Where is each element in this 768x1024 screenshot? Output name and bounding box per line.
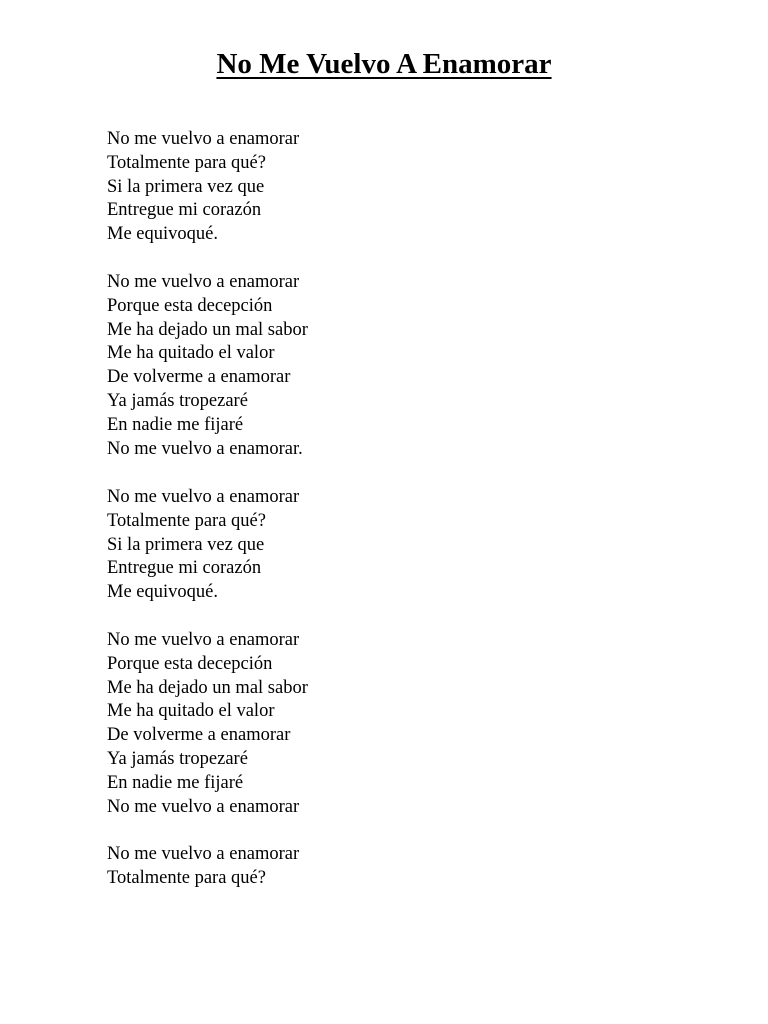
lyric-line: En nadie me fijaré	[107, 414, 244, 435]
lyric-line: Ya jamás tropezaré	[107, 390, 248, 411]
lyric-line: Ya jamás tropezaré	[107, 748, 248, 769]
lyric-line: No me vuelvo a enamorar	[107, 487, 300, 507]
lyric-line: Me ha dejado un mal sabor	[107, 677, 308, 698]
lyric-line: Totalmente para qué?	[107, 152, 266, 173]
stanza-2	[107, 271, 308, 461]
lyric-line: No me vuelvo a enamorar	[107, 129, 300, 149]
page-title	[0, 46, 768, 82]
lyric-line: De volverme a enamorar	[107, 725, 291, 746]
page-title-text: No Me Vuelvo A Enamorar	[216, 48, 552, 80]
lyric-line: Entregue mi corazón	[107, 558, 262, 579]
lyric-line: Porque esta decepción	[107, 295, 273, 316]
lyric-line: Porque esta decepción	[107, 653, 273, 674]
lyric-line: Me equivoqué.	[107, 224, 218, 245]
lyric-line: No me vuelvo a enamorar	[107, 844, 300, 864]
lyric-line: No me vuelvo a enamorar.	[107, 438, 303, 459]
lyric-line: Me ha quitado el valor	[107, 343, 275, 364]
lyric-line: No me vuelvo a enamorar	[107, 796, 300, 817]
stanza-3	[107, 486, 299, 605]
lyric-line: Me equivoqué.	[107, 582, 218, 603]
lyric-line: No me vuelvo a enamorar	[107, 630, 300, 650]
stanza-5	[107, 843, 299, 891]
lyric-line: Me ha dejado un mal sabor	[107, 319, 308, 340]
lyric-line: Si la primera vez que	[107, 176, 265, 197]
lyric-line: En nadie me fijaré	[107, 772, 244, 793]
lyric-line: Me ha quitado el valor	[107, 701, 275, 722]
lyric-line: Totalmente para qué?	[107, 867, 266, 888]
lyric-line: Si la primera vez que	[107, 534, 265, 555]
stanza-1	[107, 128, 299, 247]
lyric-line: De volverme a enamorar	[107, 367, 291, 388]
stanza-4	[107, 629, 308, 819]
lyric-line: No me vuelvo a enamorar	[107, 272, 300, 292]
lyric-line: Entregue mi corazón	[107, 200, 262, 221]
lyric-line: Totalmente para qué?	[107, 510, 266, 531]
